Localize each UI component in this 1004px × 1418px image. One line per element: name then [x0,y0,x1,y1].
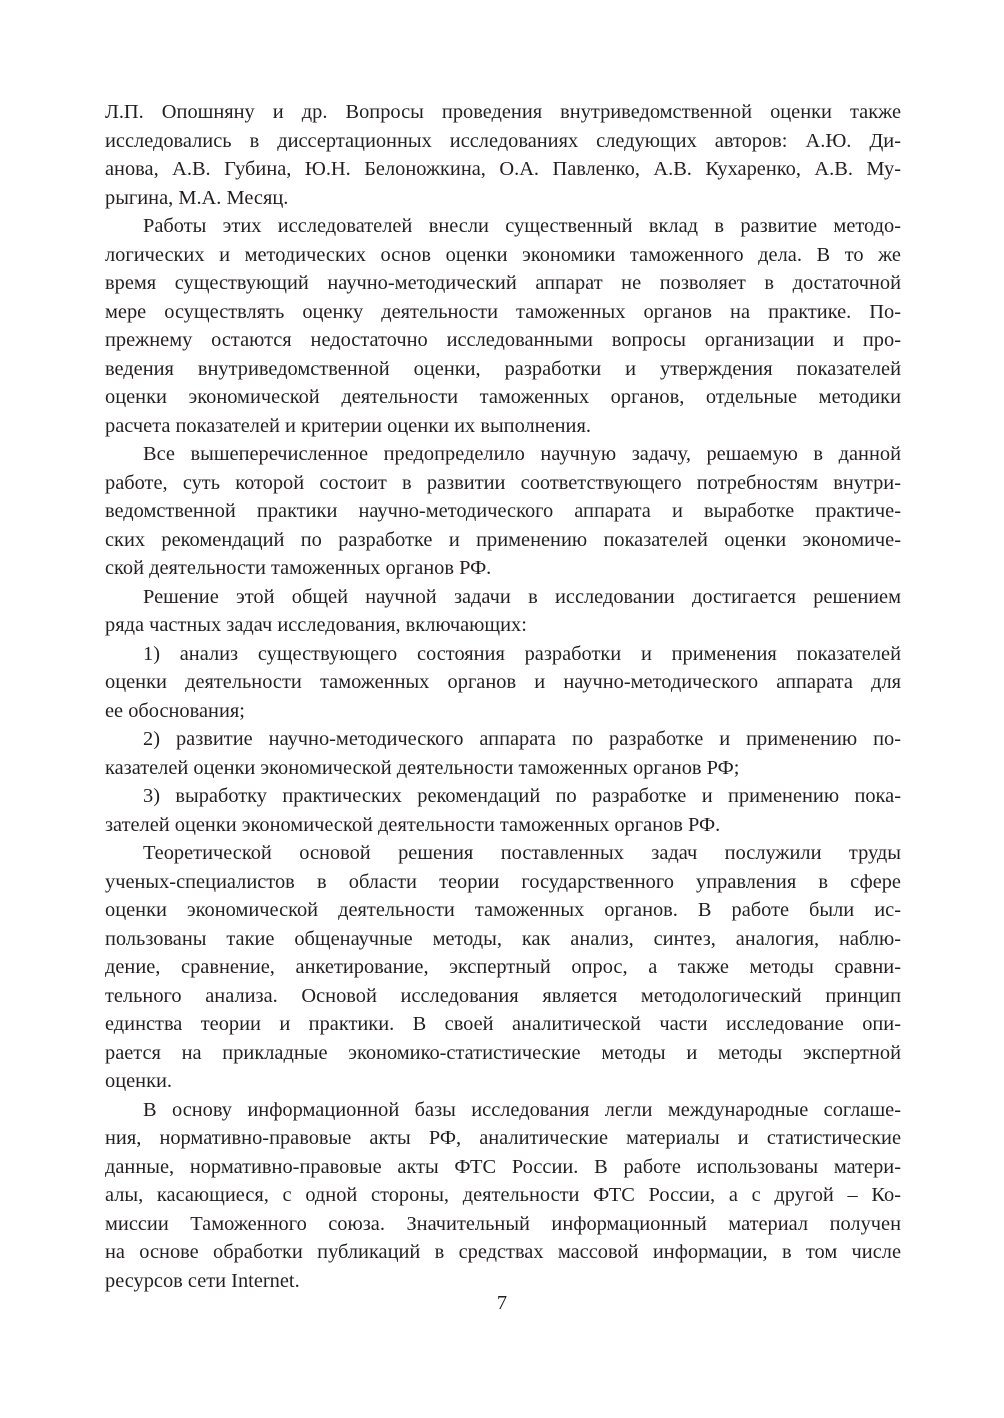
paragraph [105,839,901,1096]
text-line: на основе обработки публикаций в средствах массовой информации, в том числе [105,1241,901,1263]
text-line: Теоретической основой решения поставленных задач послужили труды [143,842,901,864]
text-line: ее обоснования; [105,699,245,722]
text-line: мере осуществлять оценку деятельности таможенных органов на практике. По- [105,300,901,323]
text-line: ресурсов сети Internet. [105,1269,300,1292]
text-line: ведомственной практики научно-методического аппарата и выработке практиче- [105,500,901,522]
text-line: алы, касающиеся, с одной стороны, деятельности ФТС России, а с другой – Ко- [105,1184,901,1206]
list-item [105,782,901,839]
text-line: 1) анализ существующего состояния разработки и применения показателей [143,642,901,665]
text-line: исследовались в диссертационных исследованиях следующих авторов: А.Ю. Ди- [105,129,901,152]
text-line: ряда частных задач исследования, включающих: [105,614,527,636]
text-line: рыгина, М.А. Месяц. [105,186,289,209]
text-line: рается на прикладные экономико-статистические методы и методы экспертной [105,1041,901,1064]
text-line: казателей оценки экономической деятельности таможенных органов РФ; [105,756,740,779]
text-line: данные, нормативно-правовые акты ФТС России. В работе использованы матери- [105,1155,901,1178]
text-line: работе, суть которой состоит в развитии соответствующего потребностям внутри- [105,471,901,494]
text-line: Работы этих исследователей внесли существенный вклад в развитие методо- [143,215,901,237]
text-line: расчета показателей и критерии оценки их выполнения. [105,414,591,437]
text-line: логических и методических основ оценки экономики таможенного дела. В то же [105,243,901,266]
text-line: Решение этой общей научной задачи в исследовании достигается решением [143,585,901,608]
text-line: ученых-специалистов в области теории государственного управления в сфере [105,870,901,893]
paragraph [105,98,901,212]
paragraph [105,440,901,583]
text-line: единства теории и практики. В своей аналитической части исследование опи- [105,1013,901,1035]
text-line: 2) развитие научно-методического аппарата по разработке и применению по- [143,728,901,750]
text-line: ния, нормативно-правовые акты РФ, аналитические материалы и статистические [105,1127,901,1149]
text-line: зателей оценки экономической деятельности таможенных органов РФ. [105,813,721,836]
text-line: тельного анализа. Основой исследования является методологический принцип [105,984,901,1007]
text-line: Л.П. Опошняну и др. Вопросы проведения внутриведомственной оценки также [105,101,901,123]
page-number: 7 [496,1292,508,1314]
text-line: оценки экономической деятельности таможенных органов, отдельные методики [105,386,901,408]
list-item [105,640,901,726]
paragraph [105,1096,901,1296]
text-line: Все вышеперечисленное предопределило научную задачу, решаемую в данной [143,443,901,465]
text-line: ведения внутриведомственной оценки, разработки и утверждения показателей [105,357,901,380]
text-line: анова, А.В. Губина, Ю.Н. Белоножкина, О.А. Павленко, А.В. Кухаренко, А.В. Му- [105,158,901,180]
text-line: прежнему остаются недостаточно исследованными вопросы организации и про- [105,329,901,351]
text-line: 3) выработку практических рекомендаций по разработке и применению пока- [143,785,901,807]
text-line: время существующий научно-методический аппарат не позволяет в достаточной [105,272,901,294]
text-line: ских рекомендаций по разработке и применению показателей оценки экономиче- [105,528,901,551]
paragraph [105,583,901,640]
body-text [105,98,901,1295]
text-line: пользованы такие общенаучные методы, как анализ, синтез, аналогия, наблю- [105,927,901,950]
text-line: дение, сравнение, анкетирование, экспертный опрос, а также методы сравни- [105,956,901,978]
list-item [105,725,901,782]
text-line: оценки экономической деятельности таможенных органов. В работе были ис- [105,899,901,921]
text-line: миссии Таможенного союза. Значительный информационный материал получен [105,1212,901,1235]
paragraph [105,212,901,440]
text-line: оценки. [105,1070,172,1092]
text-line: В основу информационной базы исследования легли международные соглаше- [143,1098,901,1121]
text-line: ской деятельности таможенных органов РФ. [105,557,492,579]
text-line: оценки деятельности таможенных органов и научно-методического аппарата для [105,671,901,693]
